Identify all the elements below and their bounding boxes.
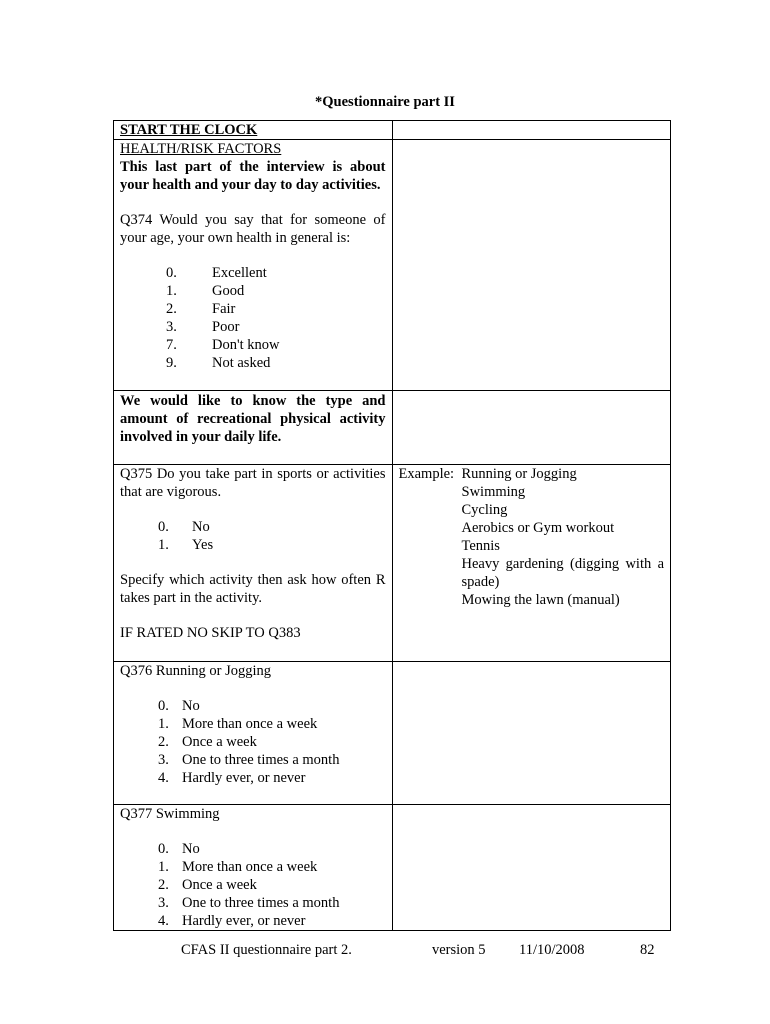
list-item: Aerobics or Gym workout <box>461 520 615 536</box>
health-intro: This last part of the interview is about your health and your day to day activities. <box>120 159 386 193</box>
header-row <box>114 121 671 140</box>
list-item: 0. No <box>158 841 200 857</box>
page-title: *Questionnaire part II <box>315 94 455 110</box>
footer-date: 11/10/2008 <box>519 942 585 958</box>
list-item: Running or Jogging <box>461 466 577 482</box>
list-item: 1. More than once a week <box>158 859 318 875</box>
list-item: 0. Excellent <box>166 265 267 281</box>
page-footer <box>0 942 770 962</box>
list-item: Swimming <box>461 484 526 500</box>
q374-row <box>114 140 671 391</box>
physical-intro-right-cell <box>392 391 671 465</box>
start-clock-right-cell <box>392 121 671 140</box>
q377-question: Q377 Swimming <box>120 806 220 822</box>
q374-right-cell <box>392 140 671 391</box>
list-item: 2. Once a week <box>158 734 257 750</box>
list-item: 4. Hardly ever, or never <box>158 913 306 929</box>
example-list <box>462 465 665 609</box>
list-item: Heavy gardening (digging with a spade) <box>461 556 664 590</box>
q375-skip: IF RATED NO SKIP TO Q383 <box>120 625 301 641</box>
q375-cell <box>114 465 393 662</box>
list-item: Tennis <box>461 538 500 554</box>
q376-right-cell <box>392 662 671 805</box>
start-clock-cell: START THE CLOCK <box>114 121 393 140</box>
list-item: 7. Don't know <box>166 337 280 353</box>
q376-row <box>114 662 671 805</box>
footer-doc-title: CFAS II questionnaire part 2. <box>181 942 352 958</box>
list-item: 3. Poor <box>166 319 240 335</box>
list-item: Cycling <box>461 502 508 518</box>
list-item: 1. Yes <box>158 537 214 553</box>
list-item: 4. Hardly ever, or never <box>158 770 306 786</box>
q375-question: Q375 Do you take part in sports or activities that are vigorous. <box>120 466 386 500</box>
footer-page-number: 82 <box>640 942 655 958</box>
q375-instruction: Specify which activity then ask how often R takes part in the activity. <box>120 572 386 606</box>
list-item: 0. No <box>158 698 200 714</box>
questionnaire-table <box>113 120 671 931</box>
example-label: Example: <box>398 466 455 482</box>
list-item: Mowing the lawn (manual) <box>461 592 620 608</box>
q374-question: Q374 Would you say that for someone of your age, your own health in general is: <box>120 212 386 246</box>
list-item: 0. No <box>158 519 210 535</box>
physical-intro-cell <box>114 391 393 465</box>
physical-intro-row <box>114 391 671 465</box>
list-item: 1. Good <box>166 283 245 299</box>
q376-question: Q376 Running or Jogging <box>120 663 272 679</box>
list-item: 9. Not asked <box>166 355 271 371</box>
q377-row <box>114 805 671 931</box>
q376-cell <box>114 662 393 805</box>
list-item: 2. Once a week <box>158 877 257 893</box>
q374-cell <box>114 140 393 391</box>
q377-right-cell <box>392 805 671 931</box>
list-item: 2. Fair <box>166 301 236 317</box>
section-label: HEALTH/RISK FACTORS <box>120 141 282 157</box>
q374-options <box>120 264 386 372</box>
physical-intro: We would like to know the type and amount of recreational physical activity involved in your daily life. <box>120 393 386 445</box>
list-item: 3. One to three times a month <box>158 895 340 911</box>
q375-examples-cell <box>392 465 671 662</box>
q377-cell <box>114 805 393 931</box>
q375-row <box>114 465 671 662</box>
footer-version: version 5 <box>432 942 486 958</box>
list-item: 1. More than once a week <box>158 716 318 732</box>
list-item: 3. One to three times a month <box>158 752 340 768</box>
